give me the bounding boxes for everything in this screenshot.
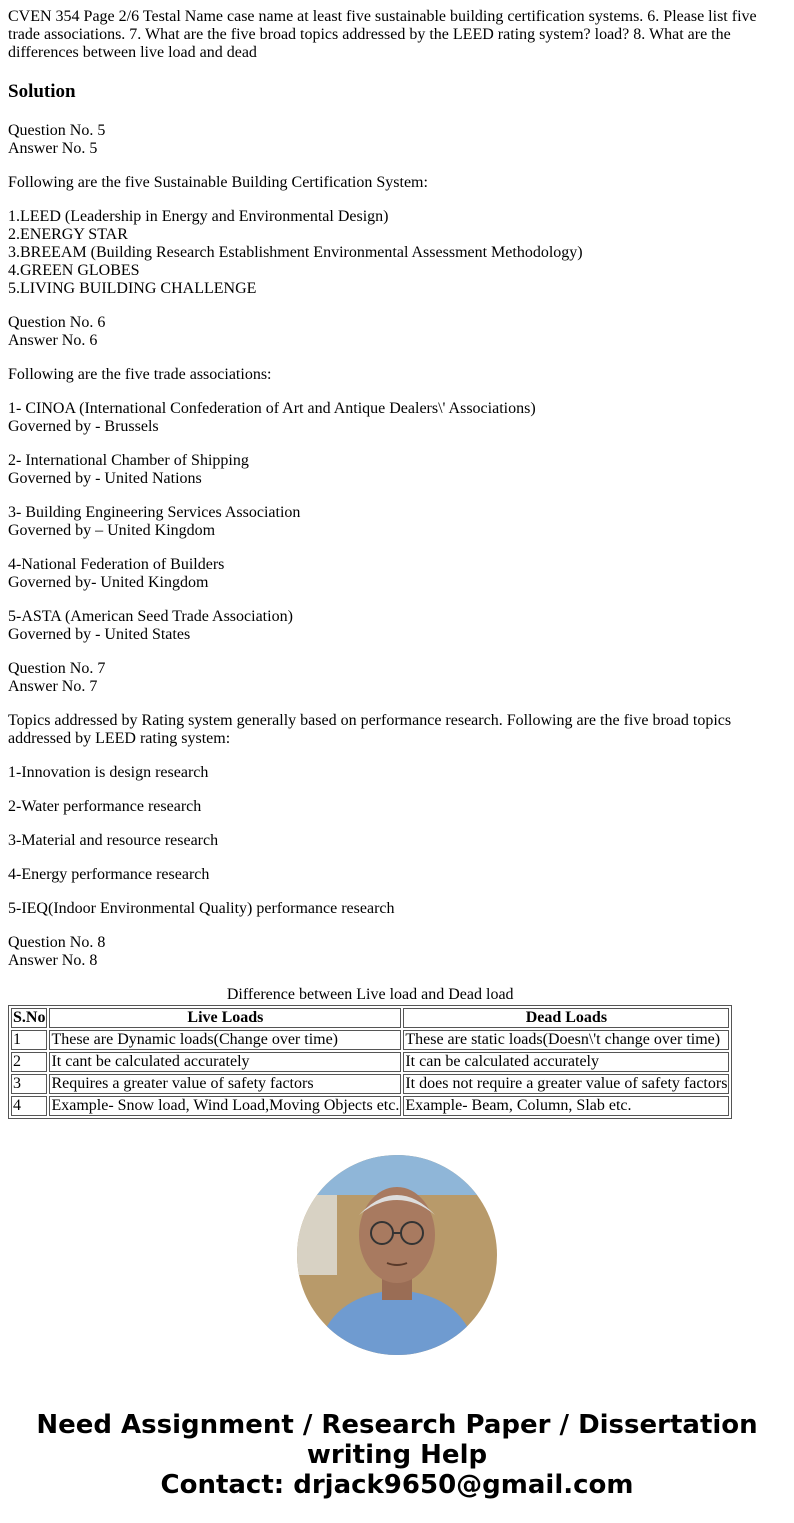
table-row bbox=[11, 1096, 729, 1116]
cell: 1 bbox=[11, 1030, 47, 1050]
q5-intro: Following are the five Sustainable Building Certification System: bbox=[8, 174, 428, 191]
cell: It cant be calculated accurately bbox=[49, 1052, 401, 1072]
cell: 3 bbox=[11, 1074, 47, 1094]
list-item: 1.LEED (Leadership in Energy and Environmental Design) bbox=[8, 208, 389, 225]
cell: These are static loads(Doesn\'t change over time) bbox=[403, 1030, 729, 1050]
list-item: 3.BREEAM (Building Research Establishment Environmental Assessment Methodology) bbox=[8, 244, 583, 261]
list-item: 1-Innovation is design research bbox=[8, 764, 209, 781]
association-governed: Governed by – United Kingdom bbox=[8, 522, 216, 539]
list-item bbox=[8, 504, 786, 540]
list-item: 4.GREEN GLOBES bbox=[8, 262, 140, 279]
list-item bbox=[8, 400, 786, 436]
list-item bbox=[8, 452, 786, 488]
q6-intro: Following are the five trade associations: bbox=[8, 366, 272, 383]
q5-list bbox=[8, 208, 786, 298]
q5-answer: Answer No. 5 bbox=[8, 140, 98, 157]
cell: Requires a greater value of safety factors bbox=[49, 1074, 401, 1094]
cell: It does not require a greater value of safety factors bbox=[405, 1075, 728, 1092]
association-governed: Governed by - United States bbox=[8, 626, 191, 643]
table-row bbox=[11, 1074, 729, 1094]
q6-question: Question No. 6 bbox=[8, 314, 106, 331]
list-item: 4-Energy performance research bbox=[8, 866, 210, 883]
q7-question: Question No. 7 bbox=[8, 660, 106, 677]
table-header-row bbox=[11, 1008, 729, 1028]
association-name: 5-ASTA (American Seed Trade Association) bbox=[8, 608, 293, 625]
load-comparison-table bbox=[8, 986, 732, 1119]
solution-heading: Solution bbox=[8, 81, 76, 102]
association-name: 1- CINOA (International Confederation of Art and Antique Dealers\' Associations) bbox=[8, 400, 536, 417]
table-row bbox=[11, 1030, 729, 1050]
q5-question: Question No. 5 bbox=[8, 122, 106, 139]
list-item: 5.LIVING BUILDING CHALLENGE bbox=[8, 280, 257, 297]
question-text: CVEN 354 Page 2/6 Testal Name case name at least five sustainable building certification systems. 6. Please list five trade associations. 7. What are the five broad topics addressed by the LEED rating system? load? 8. What are the differences between live load and dead bbox=[8, 8, 757, 61]
q8-answer: Answer No. 8 bbox=[8, 952, 98, 969]
q6-header bbox=[8, 314, 786, 350]
association-governed: Governed by- United Kingdom bbox=[8, 574, 209, 591]
contact-line: Contact: drjack9650@gmail.com bbox=[160, 1470, 634, 1500]
promo-footer bbox=[8, 1410, 786, 1500]
avatar-container bbox=[8, 1155, 786, 1360]
list-item: 2.ENERGY STAR bbox=[8, 226, 128, 243]
table-row bbox=[11, 1052, 729, 1072]
table-caption: Difference between Live load and Dead load bbox=[226, 986, 514, 1003]
cell: 4 bbox=[11, 1096, 47, 1116]
header-dead: Dead Loads bbox=[403, 1008, 729, 1028]
avatar bbox=[297, 1155, 497, 1355]
q8-header bbox=[8, 934, 786, 970]
cell: 2 bbox=[11, 1052, 47, 1072]
cell: It can be calculated accurately bbox=[403, 1052, 729, 1072]
cell: Example- Snow load, Wind Load,Moving Objects etc. bbox=[51, 1097, 400, 1114]
q6-answer: Answer No. 6 bbox=[8, 332, 98, 349]
association-governed: Governed by - Brussels bbox=[8, 418, 159, 435]
header-sno: S.No bbox=[13, 1009, 46, 1026]
q7-answer: Answer No. 7 bbox=[8, 678, 98, 695]
association-name: 3- Building Engineering Services Association bbox=[8, 504, 301, 521]
list-item: 5-IEQ(Indoor Environmental Quality) performance research bbox=[8, 900, 395, 917]
list-item bbox=[8, 556, 786, 592]
association-name: 4-National Federation of Builders bbox=[8, 556, 225, 573]
q7-intro: Topics addressed by Rating system generally based on performance research. Following are the five broad topics addressed by LEED rating system: bbox=[8, 712, 732, 747]
list-item: 3-Material and resource research bbox=[8, 832, 219, 849]
cell: Example- Beam, Column, Slab etc. bbox=[403, 1096, 729, 1116]
header-live: Live Loads bbox=[49, 1008, 401, 1028]
list-item bbox=[8, 608, 786, 644]
q8-question: Question No. 8 bbox=[8, 934, 106, 951]
cell: These are Dynamic loads(Change over time) bbox=[49, 1030, 401, 1050]
q7-header bbox=[8, 660, 786, 696]
q5-header bbox=[8, 122, 786, 158]
promo-line: Need Assignment / Research Paper / Dissertation writing Help bbox=[36, 1410, 758, 1470]
association-governed: Governed by - United Nations bbox=[8, 470, 202, 487]
association-name: 2- International Chamber of Shipping bbox=[8, 452, 249, 469]
list-item: 2-Water performance research bbox=[8, 798, 202, 815]
